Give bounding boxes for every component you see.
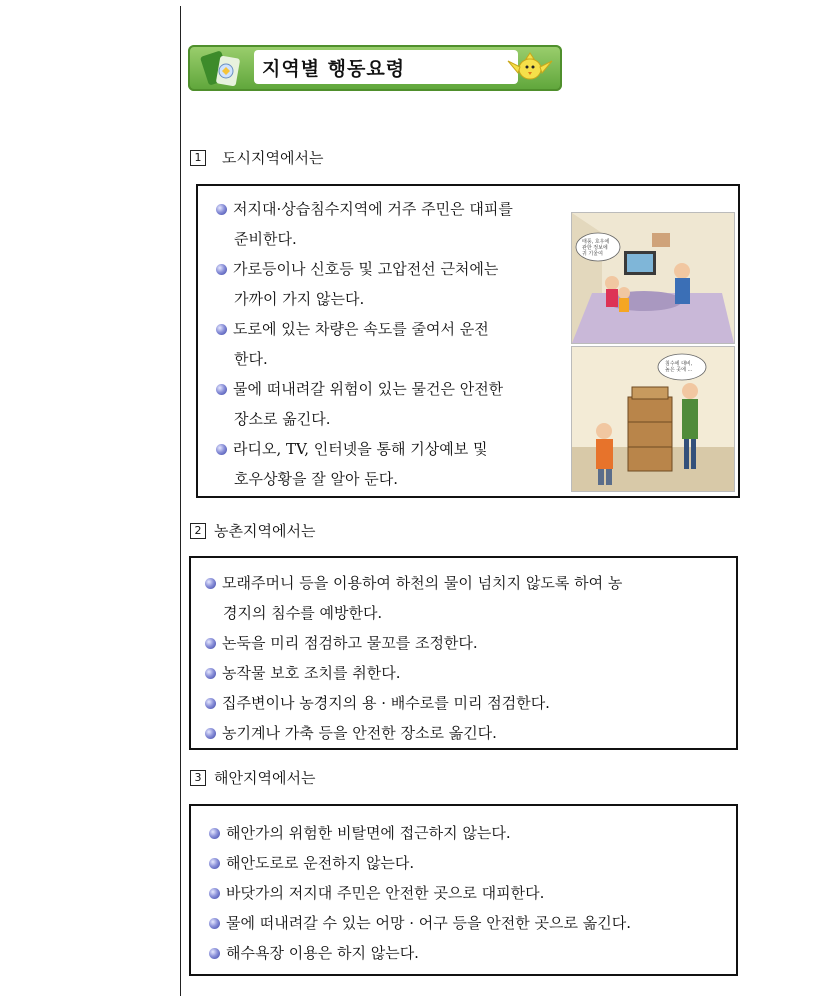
bullet-icon <box>205 638 216 649</box>
section-2-heading <box>190 520 315 541</box>
list-item: 농기계나 가축 등을 안전한 장소로 옮긴다. <box>205 718 725 748</box>
section-title: 도시지역에서는 <box>222 149 324 167</box>
bullet-icon <box>216 324 227 335</box>
bullet-icon <box>209 828 220 839</box>
bullet-icon <box>216 444 227 455</box>
coastal-guidelines-box <box>189 804 738 976</box>
bullet-icon <box>216 204 227 215</box>
bullet-icon <box>205 668 216 679</box>
svg-text:관한 정보에: 관한 정보에 <box>582 245 608 251</box>
list-item: 바닷가의 저지대 주민은 안전한 곳으로 대피한다. <box>209 878 729 908</box>
list-item: 해안도로로 운전하지 않는다. <box>209 848 729 878</box>
yellow-bird-mascot-icon <box>506 51 554 85</box>
bullet-icon <box>205 578 216 589</box>
list-item: 저지대·상습침수지역에 거주 주민은 대피를 준비한다. <box>216 194 556 254</box>
list-item: 해수욕장 이용은 하지 않는다. <box>209 938 729 968</box>
family-watching-tv-illustration <box>571 212 735 344</box>
bullet-icon <box>209 888 220 899</box>
list-item: 집주변이나 농경지의 용 · 배수로를 미리 점검한다. <box>205 688 725 718</box>
bullet-icon <box>216 264 227 275</box>
section-number: 3 <box>190 770 206 786</box>
banner-title: 지역별 행동요령 <box>262 57 406 80</box>
list-item: 물에 떠내려갈 위험이 있는 물건은 안전한 장소로 옮긴다. <box>216 374 556 434</box>
section-banner <box>188 45 562 91</box>
list-item: 논둑을 미리 점검하고 물꼬를 조정한다. <box>205 628 725 658</box>
list-item: 해안가의 위험한 비탈면에 접근하지 않는다. <box>209 818 729 848</box>
list-item: 모래주머니 등을 이용하여 하천의 물이 넘치지 않도록 하여 농 경지의 침수를 예방한다. <box>205 568 725 628</box>
bullet-icon <box>209 948 220 959</box>
banner-title-box <box>254 50 518 84</box>
svg-text:침수에 대비,: 침수에 대비, <box>665 361 693 367</box>
section-title: 농촌지역에서는 <box>214 522 316 540</box>
bullet-icon <box>205 698 216 709</box>
section-1-heading <box>190 147 323 168</box>
section-title: 해안지역에서는 <box>214 769 316 787</box>
bullet-icon <box>209 858 220 869</box>
svg-text:높은 곳에 ...: 높은 곳에 ... <box>665 367 693 373</box>
list-item: 물에 떠내려갈 수 있는 어망 · 어구 등을 안전한 곳으로 옮긴다. <box>209 908 729 938</box>
list-item: 도로에 있는 차량은 속도를 줄여서 운전 한다. <box>216 314 556 374</box>
list-item: 농작물 보호 조치를 취한다. <box>205 658 725 688</box>
notebook-icon <box>196 49 248 89</box>
urban-guidelines-box <box>196 184 740 498</box>
list-item: 가로등이나 신호등 및 고압전선 근처에는 가까이 가지 않는다. <box>216 254 556 314</box>
section-number: 1 <box>190 150 206 166</box>
page-margin-line <box>180 6 181 996</box>
list-item: 라디오, TV, 인터넷을 통해 기상예보 및 호우상황을 잘 알아 둔다. <box>216 434 556 494</box>
bullet-icon <box>209 918 220 929</box>
moving-furniture-illustration <box>571 346 735 492</box>
rural-guidelines-box <box>189 556 738 750</box>
section-number: 2 <box>190 523 206 539</box>
bullet-icon <box>216 384 227 395</box>
svg-text:태풍, 호우에: 태풍, 호우에 <box>582 239 610 245</box>
section-3-heading <box>190 767 315 788</box>
svg-text:귀 기울여: 귀 기울여 <box>582 251 603 257</box>
bullet-icon <box>205 728 216 739</box>
